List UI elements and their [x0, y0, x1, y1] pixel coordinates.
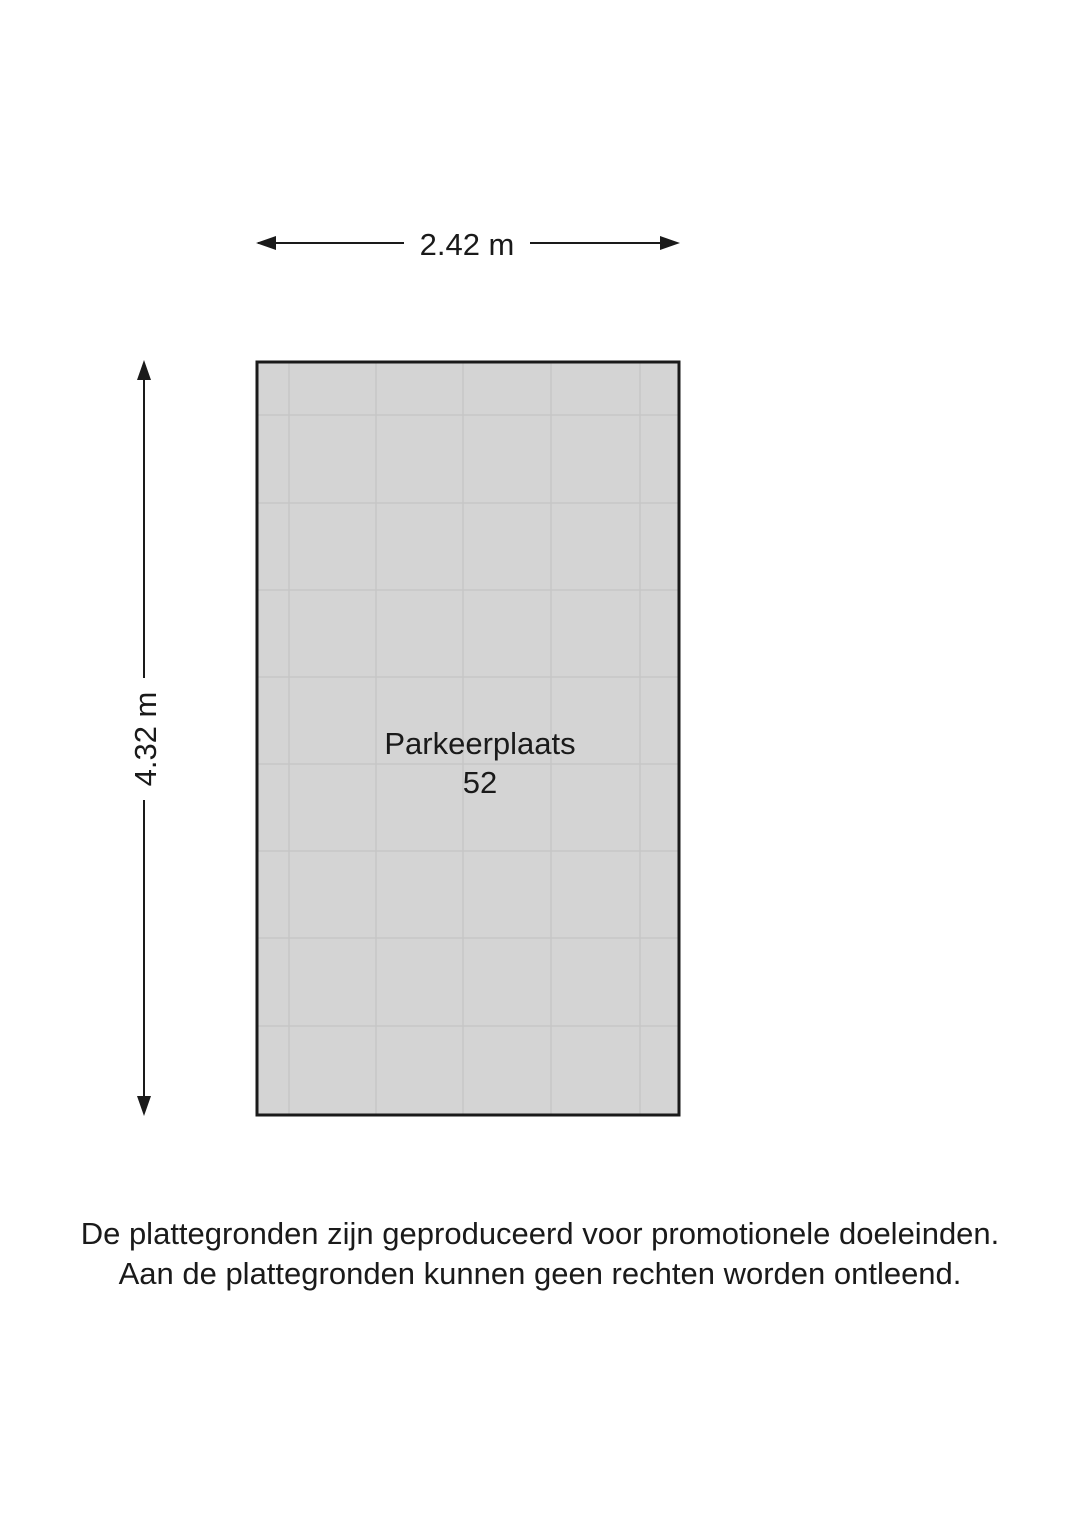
- width-dimension-label: 2.42 m: [419, 227, 515, 262]
- room-name: Parkeerplaats: [384, 726, 576, 761]
- height-arrow-bottom-icon: [137, 1096, 151, 1116]
- disclaimer-line-1: De plattegronden zijn geproduceerd voor promotionele doeleinden.: [80, 1216, 1000, 1251]
- width-arrow-right-icon: [660, 236, 680, 250]
- height-dimension-label: 4.32 m: [128, 691, 163, 787]
- parking-space-room: [257, 362, 679, 1115]
- width-arrow-left-icon: [256, 236, 276, 250]
- room-number: 52: [462, 765, 498, 800]
- disclaimer-line-2: Aan de plattegronden kunnen geen rechten worden ontleend.: [118, 1256, 962, 1291]
- disclaimer: [0, 1214, 1080, 1294]
- height-arrow-top-icon: [137, 360, 151, 380]
- height-dimension: [128, 360, 163, 1116]
- width-dimension: [256, 227, 680, 262]
